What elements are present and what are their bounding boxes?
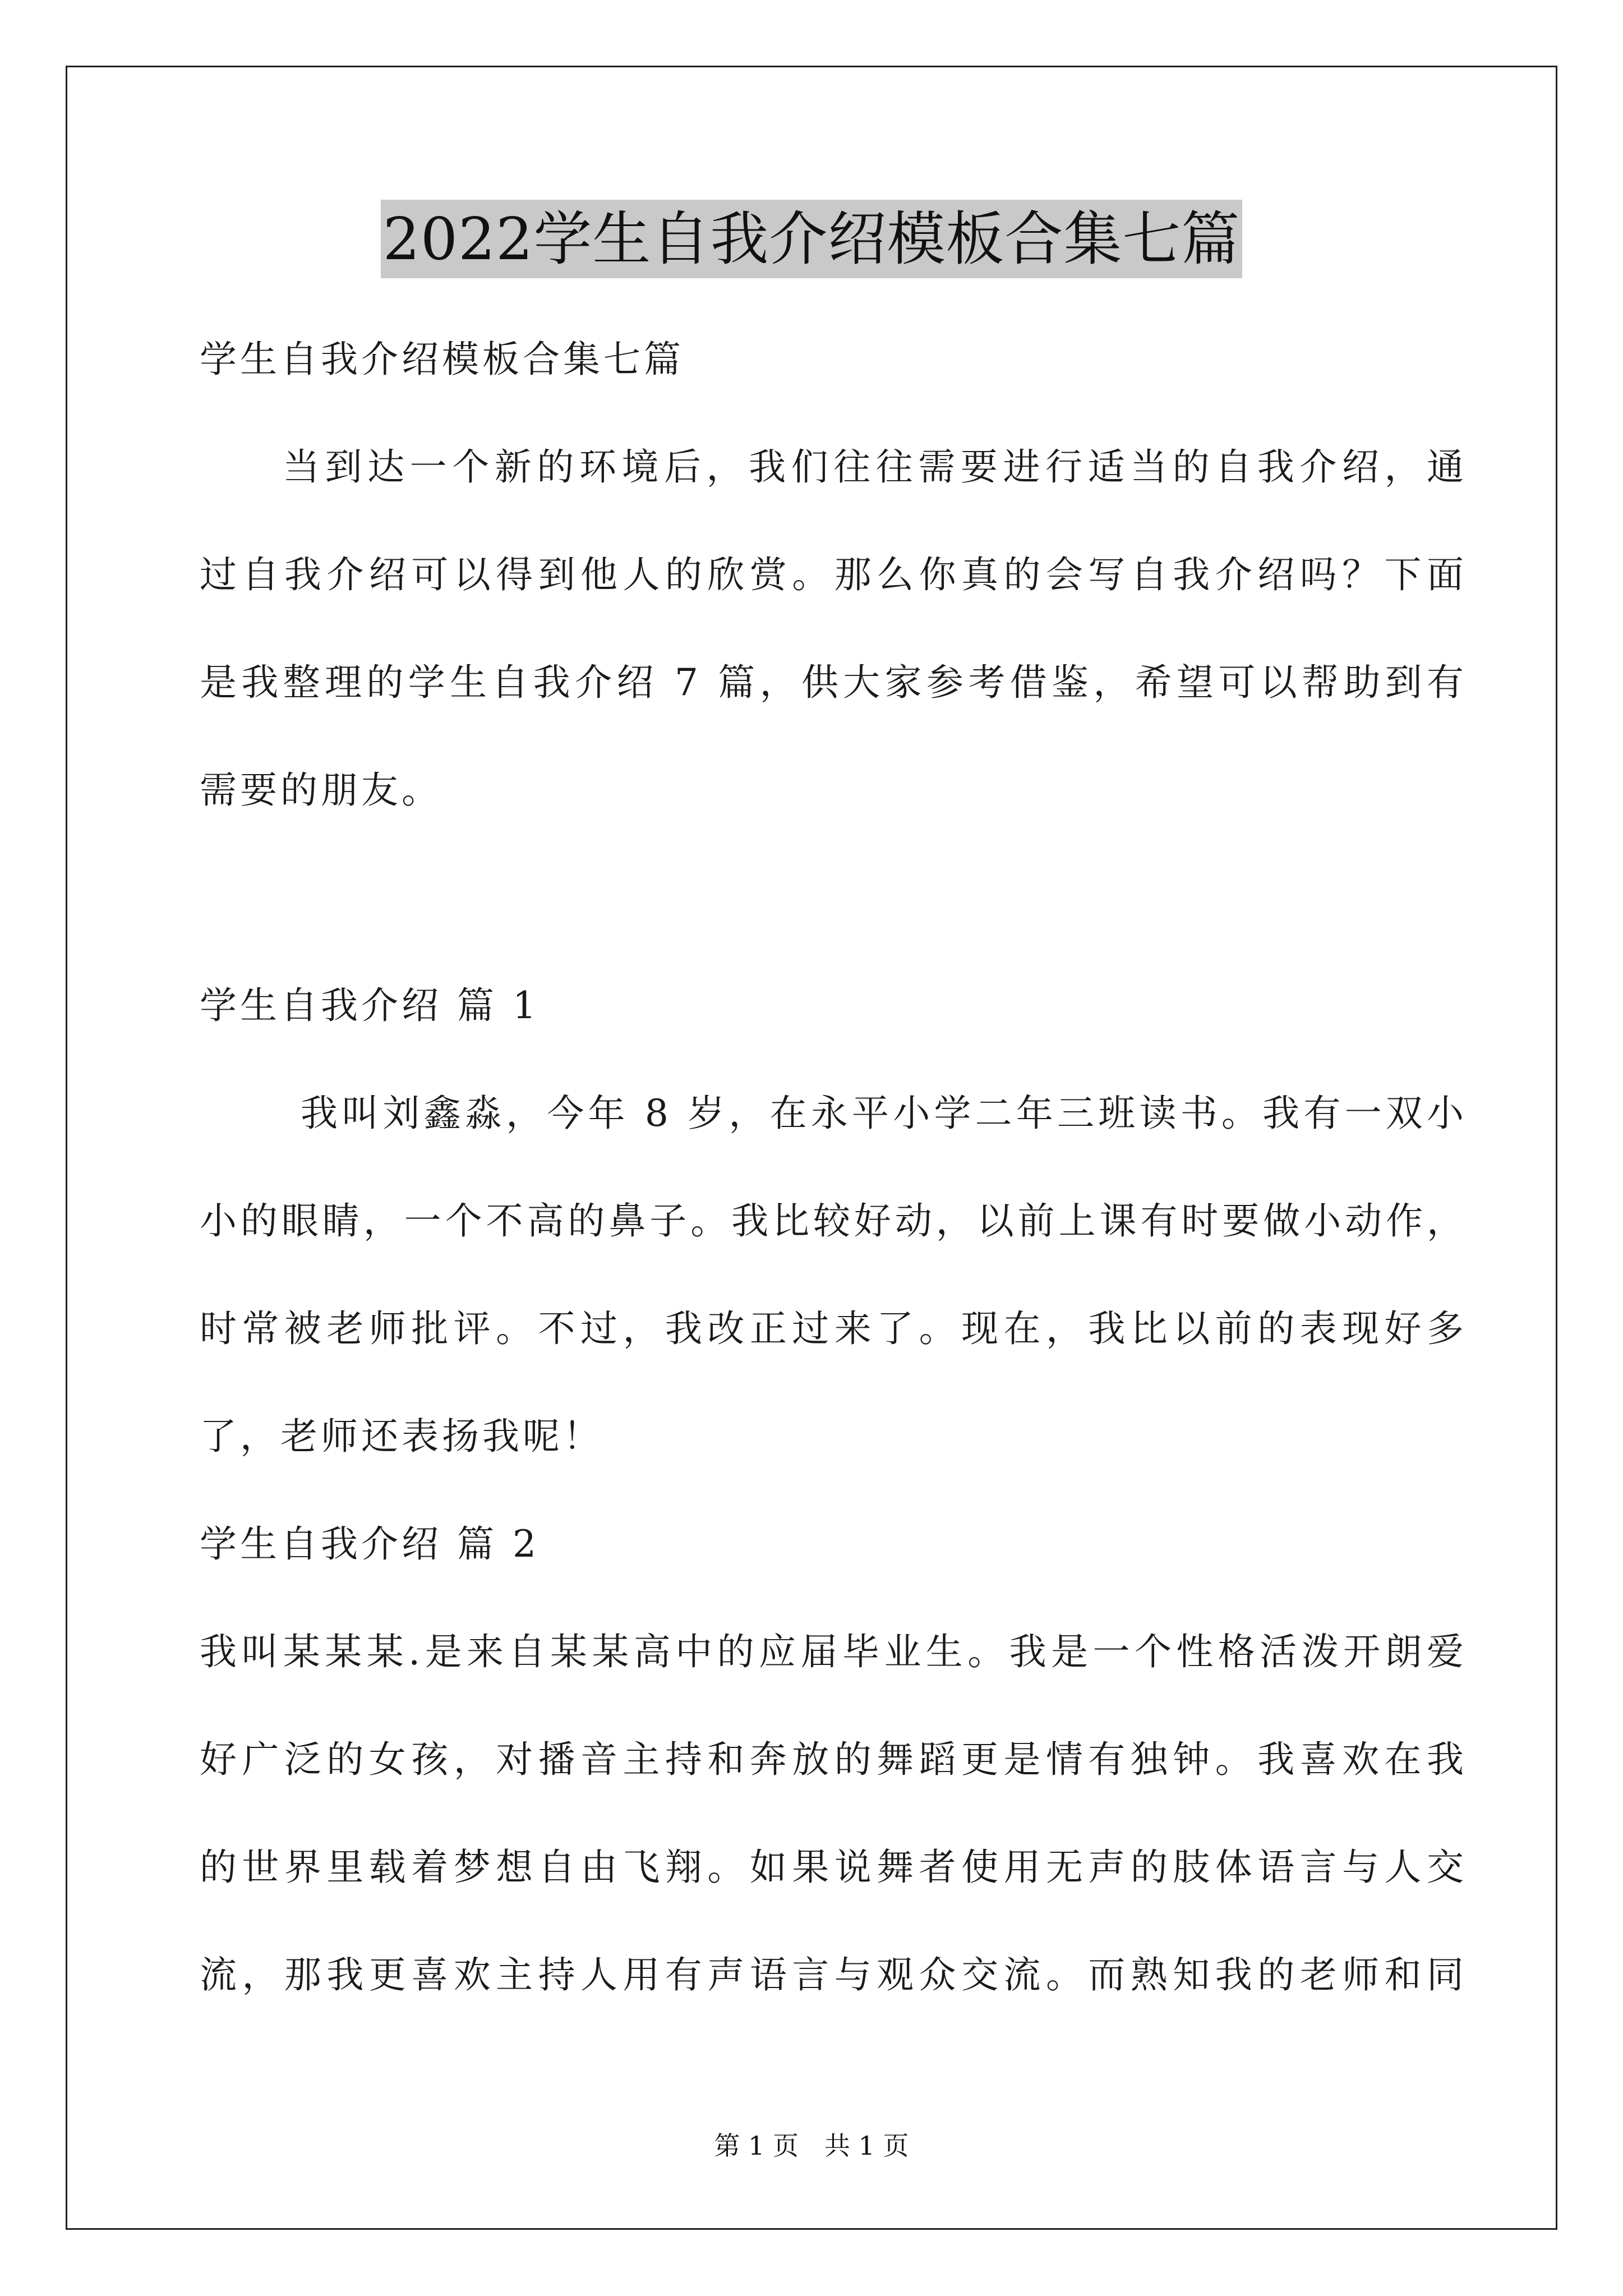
intro-line: 需要的朋友。 [200, 769, 442, 812]
section1-line: 了，老师还表扬我呢！ [200, 1415, 603, 1458]
section1-line: 时常被老师批评。不过，我改正过来了。现在，我比以前的表现好多 [200, 1307, 1467, 1350]
intro-line: 过自我介绍可以得到他人的欣赏。那么你真的会写自我介绍吗？下面 [200, 553, 1467, 596]
section2-heading: 学生自我介绍 篇 2 [200, 1522, 540, 1566]
section2-line: 流，那我更喜欢主持人用有声语言与观众交流。而熟知我的老师和同 [200, 1953, 1467, 1996]
intro-line: 是我整理的学生自我介绍 7 篇，供大家参考借鉴，希望可以帮助到有 [200, 661, 1467, 704]
section1-line: 我叫刘鑫淼，今年 8 岁，在永平小学二年三班读书。我有一双小 [301, 1092, 1467, 1135]
section2-line: 好广泛的女孩，对播音主持和奔放的舞蹈更是情有独钟。我喜欢在我 [200, 1738, 1467, 1781]
document-title: 2022学生自我介绍模板合集七篇 [381, 200, 1243, 278]
section1-line: 小的眼睛，一个不高的鼻子。我比较好动，以前上课有时要做小动作， [200, 1199, 1467, 1243]
intro-line: 当到达一个新的环境后，我们往往需要进行适当的自我介绍，通 [283, 445, 1467, 489]
section1-heading: 学生自我介绍 篇 1 [200, 984, 540, 1027]
title-container [0, 200, 1623, 278]
section2-line: 的世界里载着梦想自由飞翔。如果说舞者使用无声的肢体语言与人交 [200, 1846, 1467, 1889]
page-footer: 第 1 页 共 1 页 [714, 2131, 909, 2161]
spacer [200, 844, 1467, 952]
subtitle: 学生自我介绍模板合集七篇 [200, 338, 684, 381]
document-body [200, 306, 1467, 2029]
section2-line: 我叫某某某.是来自某某高中的应届毕业生。我是一个性格活泼开朗爱 [200, 1630, 1467, 1673]
